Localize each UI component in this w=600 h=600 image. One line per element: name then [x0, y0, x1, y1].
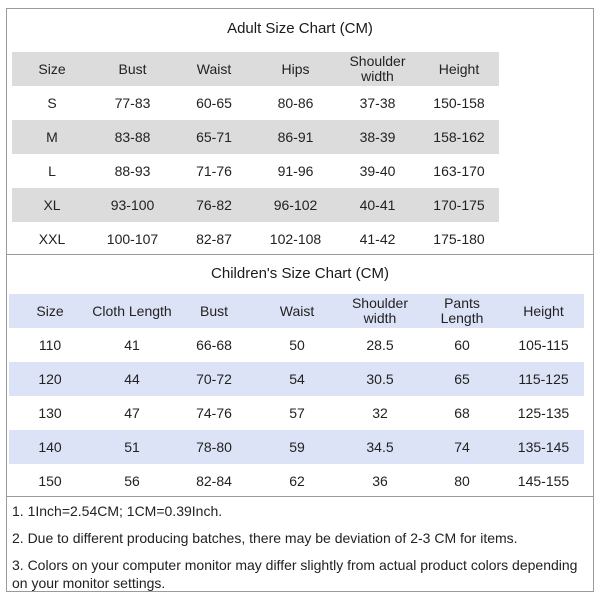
children-size-chart-title: Children's Size Chart (CM) — [211, 265, 389, 282]
table-cell: 96-102 — [255, 188, 336, 222]
table-cell: 80-86 — [277, 94, 314, 111]
column-header: Size — [9, 294, 91, 328]
table-cell: 145-155 — [517, 472, 570, 489]
table-row — [9, 464, 584, 498]
table-cell: S — [47, 94, 57, 111]
table-cell: 83-88 — [92, 120, 173, 154]
table-cell: 56 — [124, 472, 140, 489]
table-cell: 38-39 — [336, 120, 419, 154]
table-cell: 68 — [454, 404, 470, 421]
children-header-row — [9, 294, 584, 328]
table-cell: 102-108 — [269, 230, 322, 247]
table-cell: M — [12, 120, 92, 154]
note-colors: 3. Colors on your computer monitor may differ slightly from actual product colors depending on your monitor settings. — [12, 557, 578, 591]
note-deviation: 2. Due to different producing batches, there may be deviation of 2-3 CM for items. — [12, 530, 518, 546]
table-cell: 70-72 — [173, 362, 255, 396]
table-row — [12, 120, 499, 154]
table-cell: 34.5 — [339, 430, 421, 464]
adult-size-chart-title: Adult Size Chart (CM) — [227, 20, 373, 37]
table-cell: L — [48, 162, 56, 179]
table-cell: 76-82 — [173, 188, 255, 222]
table-cell: 54 — [255, 362, 339, 396]
note-conversion: 1. 1Inch=2.54CM; 1CM=0.39Inch. — [12, 503, 223, 519]
table-cell: 62 — [289, 472, 305, 489]
section-divider — [6, 254, 594, 255]
table-cell: 66-68 — [196, 336, 232, 353]
column-header: Pants Length — [421, 294, 503, 328]
table-cell: 110 — [38, 336, 62, 353]
table-cell: 50 — [289, 336, 305, 353]
table-cell: 125-135 — [517, 404, 570, 421]
table-cell: 80 — [454, 472, 470, 489]
table-cell: XL — [12, 188, 92, 222]
table-cell: 105-115 — [518, 336, 569, 353]
table-cell: 39-40 — [359, 162, 396, 179]
table-cell: 28.5 — [366, 336, 394, 353]
adult-size-table — [12, 52, 499, 256]
column-header: Hips — [255, 52, 336, 86]
table-cell: 77-83 — [114, 94, 151, 111]
table-cell: 41-42 — [359, 230, 396, 247]
table-cell: 150 — [38, 472, 62, 489]
table-cell: 88-93 — [114, 162, 151, 179]
table-cell: 86-91 — [255, 120, 336, 154]
table-cell: 115-125 — [503, 362, 584, 396]
table-cell: 175-180 — [433, 230, 485, 247]
table-cell: 150-158 — [433, 94, 485, 111]
table-cell: 78-80 — [173, 430, 255, 464]
table-cell: 158-162 — [419, 120, 499, 154]
column-header: Shoulder width — [336, 52, 419, 86]
table-cell: 47 — [124, 404, 140, 421]
table-row — [9, 430, 584, 464]
table-cell: 37-38 — [359, 94, 396, 111]
table-cell: 32 — [372, 404, 388, 421]
table-cell: 71-76 — [196, 162, 232, 179]
table-cell: 30.5 — [339, 362, 421, 396]
column-header: Bust — [92, 52, 173, 86]
table-row — [12, 86, 499, 120]
table-cell: 82-87 — [196, 230, 232, 247]
table-cell: 82-84 — [196, 472, 232, 489]
table-cell: 41 — [124, 336, 140, 353]
column-header: Height — [503, 294, 584, 328]
column-header: Shoulder width — [339, 294, 421, 328]
table-cell: 91-96 — [277, 162, 314, 179]
table-cell: 44 — [91, 362, 173, 396]
table-cell: 74-76 — [196, 404, 232, 421]
table-cell: 170-175 — [419, 188, 499, 222]
table-cell: 59 — [255, 430, 339, 464]
table-cell: 135-145 — [503, 430, 584, 464]
table-row — [9, 362, 584, 396]
table-cell: 60-65 — [196, 94, 232, 111]
column-header: Bust — [173, 294, 255, 328]
table-cell: XXL — [38, 230, 66, 247]
table-cell: 130 — [38, 404, 62, 421]
table-row — [12, 154, 499, 188]
table-cell: 60 — [454, 336, 470, 353]
table-row — [12, 188, 499, 222]
table-cell: 36 — [372, 472, 388, 489]
column-header: Height — [419, 52, 499, 86]
table-cell: 65-71 — [173, 120, 255, 154]
table-cell: 140 — [9, 430, 91, 464]
table-cell: 93-100 — [92, 188, 173, 222]
table-row — [9, 396, 584, 430]
table-cell: 65 — [421, 362, 503, 396]
table-cell: 74 — [421, 430, 503, 464]
children-size-table — [9, 294, 584, 498]
table-cell: 100-107 — [106, 230, 159, 247]
table-row — [12, 222, 499, 256]
column-header: Waist — [173, 52, 255, 86]
section-divider — [6, 496, 594, 497]
adult-header-row — [12, 52, 499, 86]
table-cell: 120 — [9, 362, 91, 396]
table-cell: 40-41 — [336, 188, 419, 222]
column-header: Cloth Length — [91, 294, 173, 328]
column-header: Size — [12, 52, 92, 86]
table-cell: 163-170 — [433, 162, 485, 179]
table-cell: 57 — [289, 404, 305, 421]
column-header: Waist — [255, 294, 339, 328]
table-cell: 51 — [91, 430, 173, 464]
table-row — [9, 328, 584, 362]
